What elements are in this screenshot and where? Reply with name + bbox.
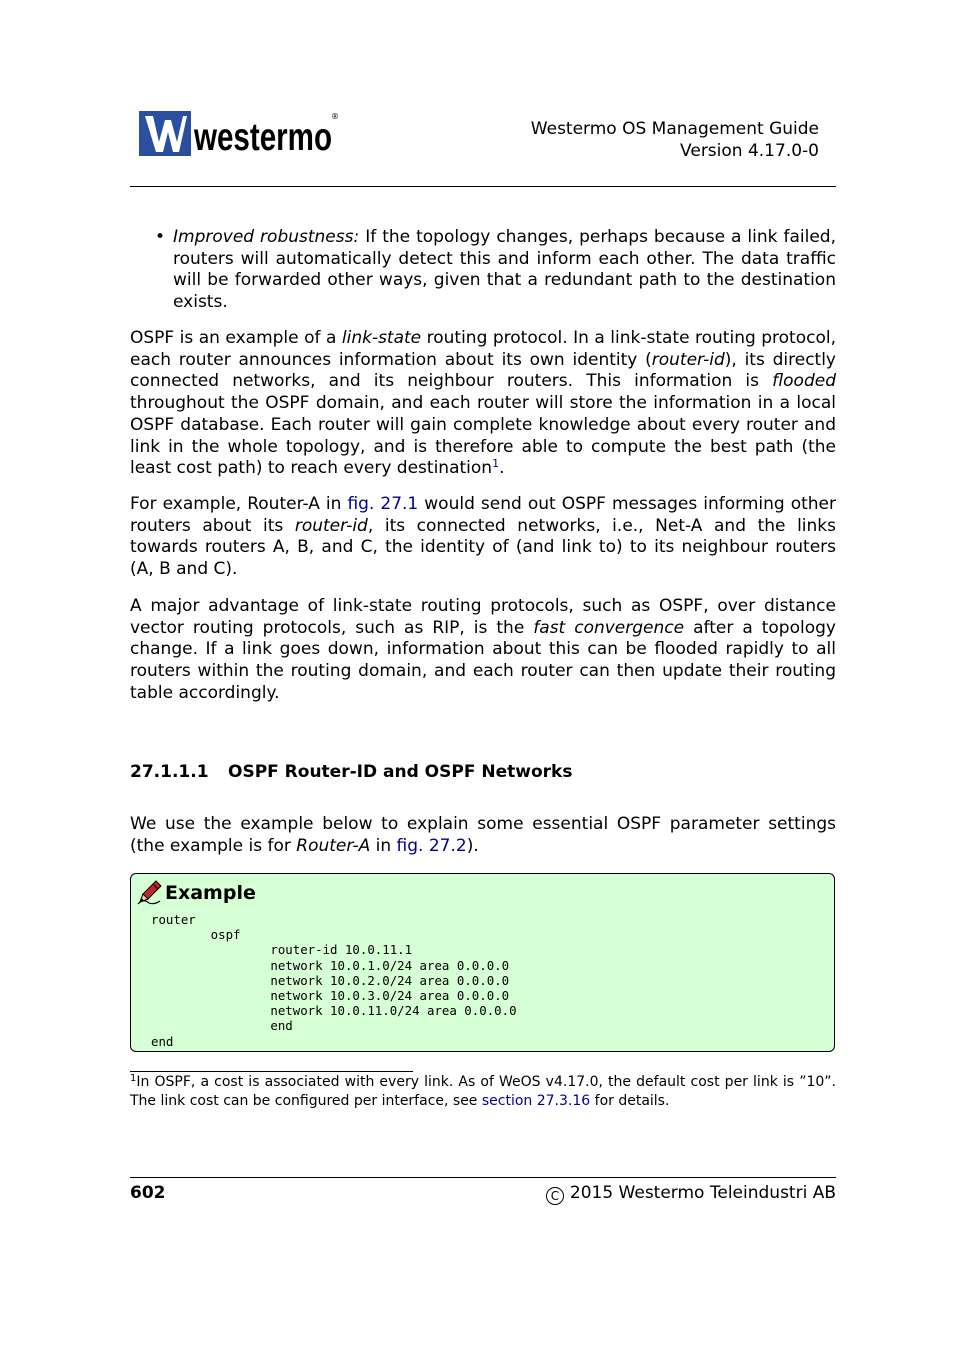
section-title: OSPF Router-ID and OSPF Networks [228,762,573,782]
text-run: in [370,835,397,856]
text-run: ). [466,835,479,856]
text-run: , its connected networks, i.e., Net-A and the links towards routers A, B, and C, the identity of (and link to) to its neighbour routers (A, B and C). [130,515,836,580]
text-run: ), its directly connected networks, and its neighbour routers. This information is [130,349,836,392]
text-run: In OSPF, a cost is associated with every link. As of WeOS v4.17.0, the default cost per link is ”10”. The link cost can be configured per interface, see [130,1074,836,1109]
example-title: Example [165,882,256,904]
footnote [130,1073,836,1110]
footnote-rule [130,1071,413,1072]
emphasis: router-id [294,515,368,536]
paragraph-example-intro [130,814,836,857]
westermo-logo [139,110,339,158]
text-run: routing protocol. In a link-state routing protocol, each router announces information about its own identity ( [130,328,836,370]
text-run: . [499,458,505,479]
fig-27-1-link[interactable]: fig. 27.1 [347,494,419,514]
bullet-text: If the topology changes, perhaps because a link failed, routers will automatically detect this and inform each other. The data traffic will be forwarded other ways, given that a redundant path to the destination exists. [173,227,836,313]
header-rule [130,186,836,187]
bullet-dot: • [155,227,166,247]
section-number: 27.1.1.1 [130,762,209,782]
footnote-mark: 1 [130,1073,137,1084]
header-title-block [531,118,819,162]
fig-27-2-link[interactable]: fig. 27.2 [396,835,467,856]
section-27-3-16-link[interactable]: section 27.3.16 [481,1092,591,1109]
svg-text:®: ® [331,112,339,121]
text-run: We use the example below to explain some essential OSPF parameter settings (the example is for [130,814,836,856]
page-number: 602 [130,1183,166,1203]
example-box [130,873,835,1052]
code-block: router ospf router-id 10.0.11.1 network 10.0.1.0/24 area 0.0.0.0 network 10.0.2.0/24 area 0.0.0.0 network 10.0.3.0/24 area 0.0.0.0 network 10.0.11.0/24 area 0.0.0.0 end end [151,912,517,1049]
text-run: A major advantage of link-state routing protocols, such as OSPF, over distance vector routing protocols, such as RIP, is the [130,596,836,638]
emphasis: Router-A [296,835,371,856]
emphasis: router-id [651,349,725,370]
emphasis: link-state [341,328,422,348]
text-run: for details. [590,1092,670,1109]
text-run: For example, Router-A in [130,494,348,514]
svg-text:westermo: westermo [193,116,332,158]
guide-title: Westermo OS Management Guide [530,119,819,139]
text-run: would send out OSPF messages informing other routers about its [130,494,836,536]
emphasis: fast convergence [533,617,685,638]
bullet-item [155,227,836,314]
copyright-icon: C [546,1187,564,1205]
footer-rule [130,1177,836,1178]
pencil-icon [137,879,163,905]
paragraph-router-example [130,494,836,581]
copyright-text: 2015 Westermo Teleindustri AB [569,1183,836,1203]
footnote-ref[interactable]: 1 [492,457,500,471]
section-heading [130,762,572,782]
text-run: OSPF is an example of a [130,328,342,348]
copyright [546,1183,836,1205]
bullet-lead: Improved robustness: [173,227,360,247]
guide-version: Version 4.17.0-0 [680,141,819,161]
paragraph-link-state [130,328,836,480]
example-heading [137,879,256,905]
text-run: throughout the OSPF domain, and each router will store the information in a local OSPF database. Each router will gain complete knowledge about every router and link in the whole topology, and is therefore able to compute the best path (the least cost path) to reach every destination [130,393,836,479]
text-run: after a topology change. If a link goes down, information about this can be flooded rapidly to all routers within the routing domain, and each router can then update their routing table accordingly. [130,617,836,703]
emphasis: flooded [772,371,836,392]
paragraph-convergence [130,596,836,705]
